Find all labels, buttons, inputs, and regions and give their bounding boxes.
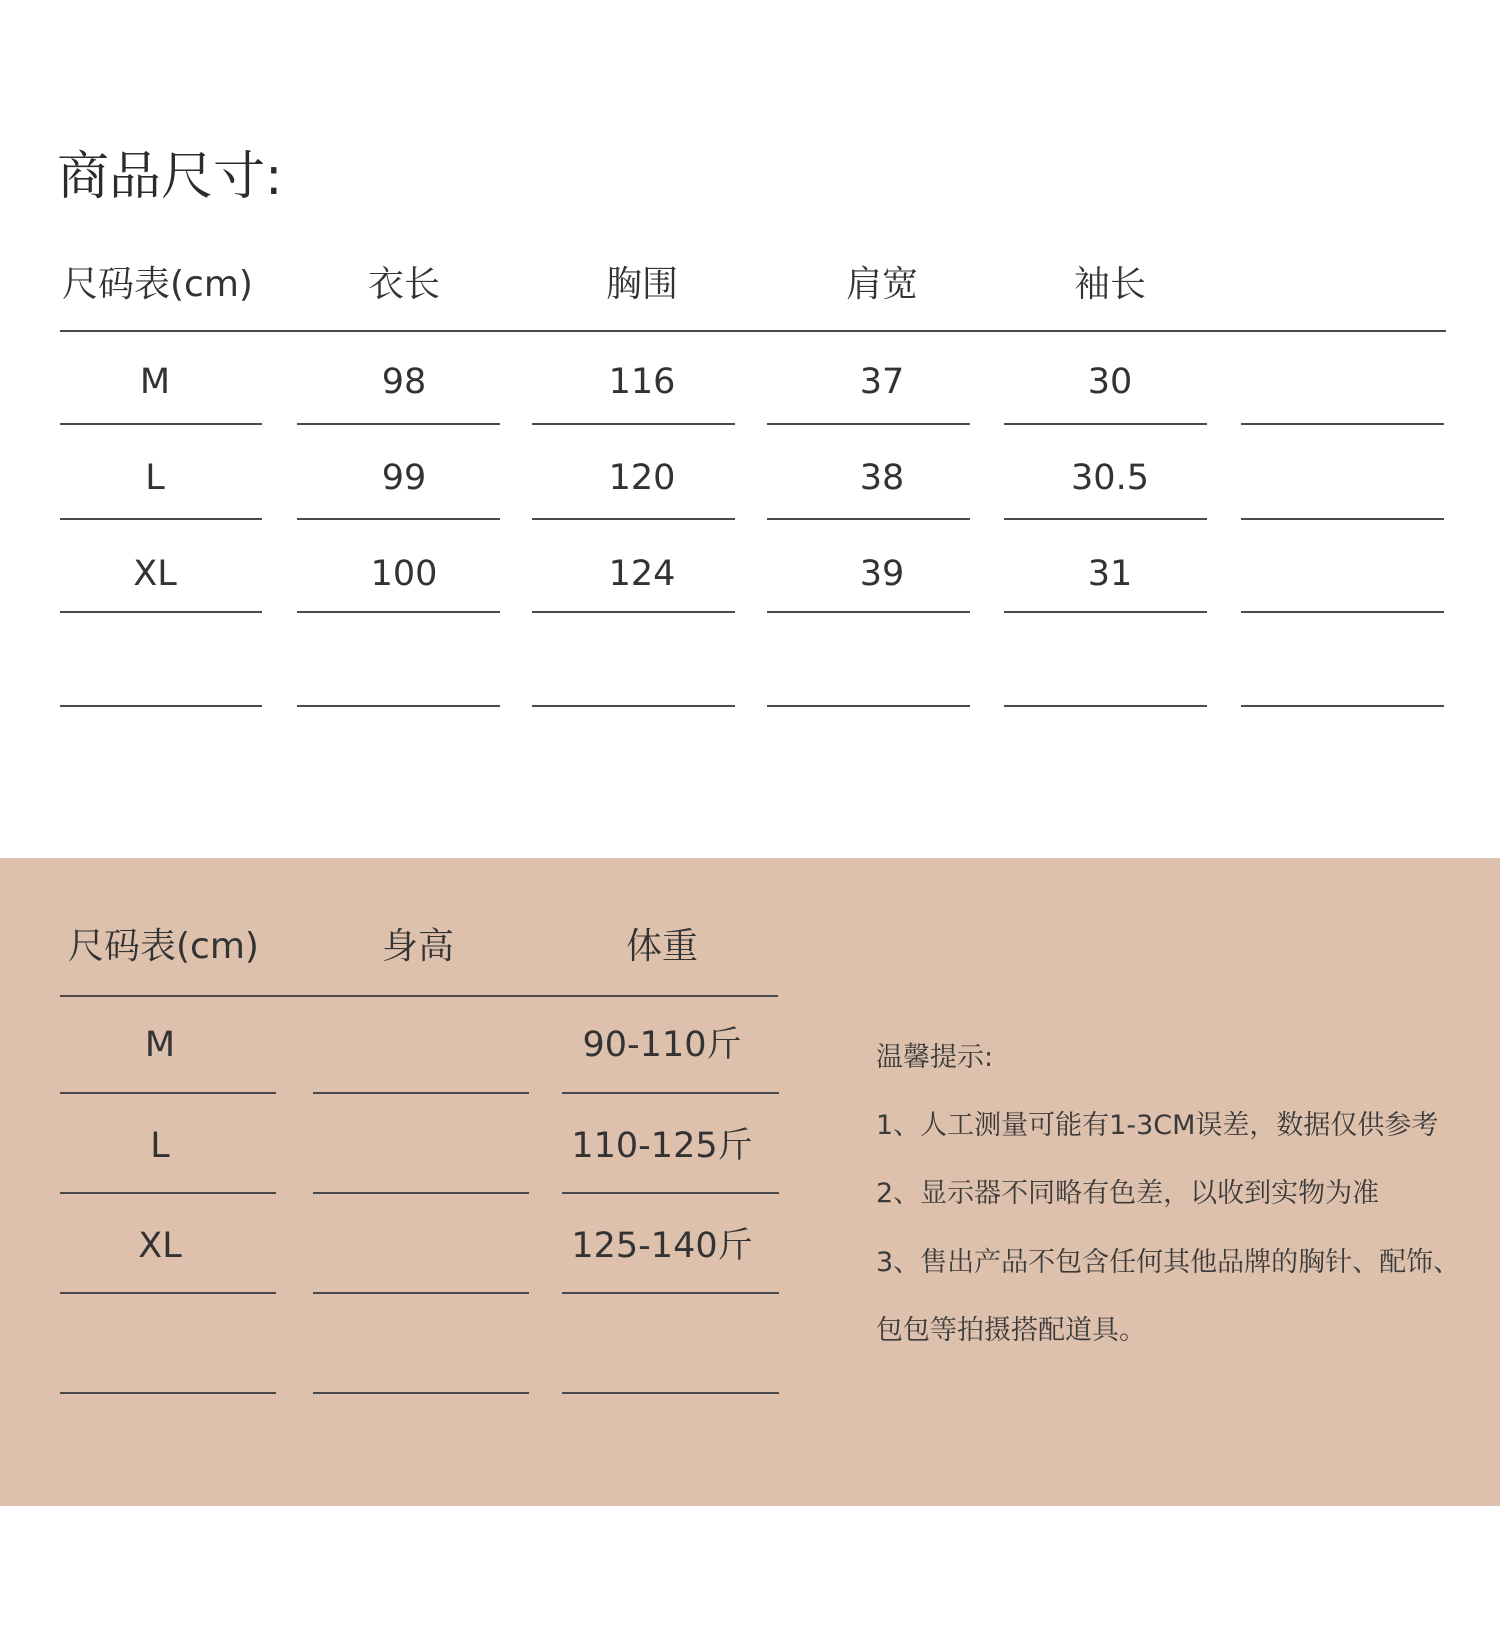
fit-table-header-height: 身高 [382,926,455,967]
fit-table-header-size: 尺码表(cm) [68,926,259,967]
table-cell: 110-125斤 [571,1126,753,1166]
table-cell: 38 [859,458,905,498]
row-rule [1241,611,1444,613]
row-rule [313,1092,529,1094]
row-rule [1241,423,1444,425]
tip-line: 2、显示器不同略有色差，以收到实物为准 [876,1178,1380,1209]
tip-line: 1、人工测量可能有1-3CM误差，数据仅供参考 [876,1110,1439,1141]
fit-table-header-weight: 体重 [626,926,699,967]
table-cell: 37 [859,362,905,402]
row-rule [60,1392,276,1394]
row-rule [767,423,970,425]
table-cell: L [150,1126,170,1166]
page-title: 商品尺寸: [57,147,283,207]
row-rule [1241,705,1444,707]
row-rule [562,1192,779,1194]
row-rule [532,423,735,425]
row-rule [60,1192,276,1194]
size-table-header-rule [60,330,1446,332]
row-rule [1004,611,1207,613]
table-cell: M [144,1025,176,1065]
row-rule [313,1392,529,1394]
row-rule [532,705,735,707]
row-rule [1004,518,1207,520]
fit-table-header-rule [60,995,778,997]
table-cell: L [145,458,165,498]
row-rule [297,611,500,613]
row-rule [60,611,262,613]
row-rule [1241,518,1444,520]
tips-title: 温馨提示: [876,1042,994,1073]
row-rule [562,1292,779,1294]
row-rule [562,1392,779,1394]
row-rule [60,423,262,425]
table-cell: 30 [1087,362,1133,402]
row-rule [767,518,970,520]
table-cell: 99 [381,458,427,498]
table-cell: 90-110斤 [582,1025,742,1065]
row-rule [60,1092,276,1094]
row-rule [313,1292,529,1294]
size-table-header-shoulder: 肩宽 [846,264,919,305]
row-rule [60,705,262,707]
table-cell: XL [133,554,177,594]
table-cell: M [139,362,171,402]
table-cell: 120 [608,458,676,498]
table-cell: 39 [859,554,905,594]
size-table-header-length: 衣长 [368,264,441,305]
size-table-header-size: 尺码表(cm) [62,264,253,305]
row-rule [1004,423,1207,425]
table-cell: 98 [381,362,427,402]
row-rule [767,611,970,613]
row-rule [297,423,500,425]
row-rule [532,518,735,520]
row-rule [532,611,735,613]
row-rule [60,1292,276,1294]
table-cell: 116 [608,362,676,402]
row-rule [297,518,500,520]
table-cell: 100 [370,554,438,594]
tip-line: 包包等拍摄搭配道具。 [876,1315,1146,1346]
row-rule [297,705,500,707]
row-rule [562,1092,779,1094]
table-cell: 31 [1087,554,1133,594]
size-table-header-sleeve: 袖长 [1074,264,1147,305]
table-cell: 124 [608,554,676,594]
row-rule [313,1192,529,1194]
row-rule [767,705,970,707]
row-rule [1004,705,1207,707]
table-cell: 30.5 [1071,458,1149,498]
row-rule [60,518,262,520]
tip-line: 3、售出产品不包含任何其他品牌的胸针、配饰、 [876,1247,1461,1278]
table-cell: XL [138,1226,182,1266]
table-cell: 125-140斤 [571,1226,753,1266]
size-table-header-chest: 胸围 [606,264,679,305]
